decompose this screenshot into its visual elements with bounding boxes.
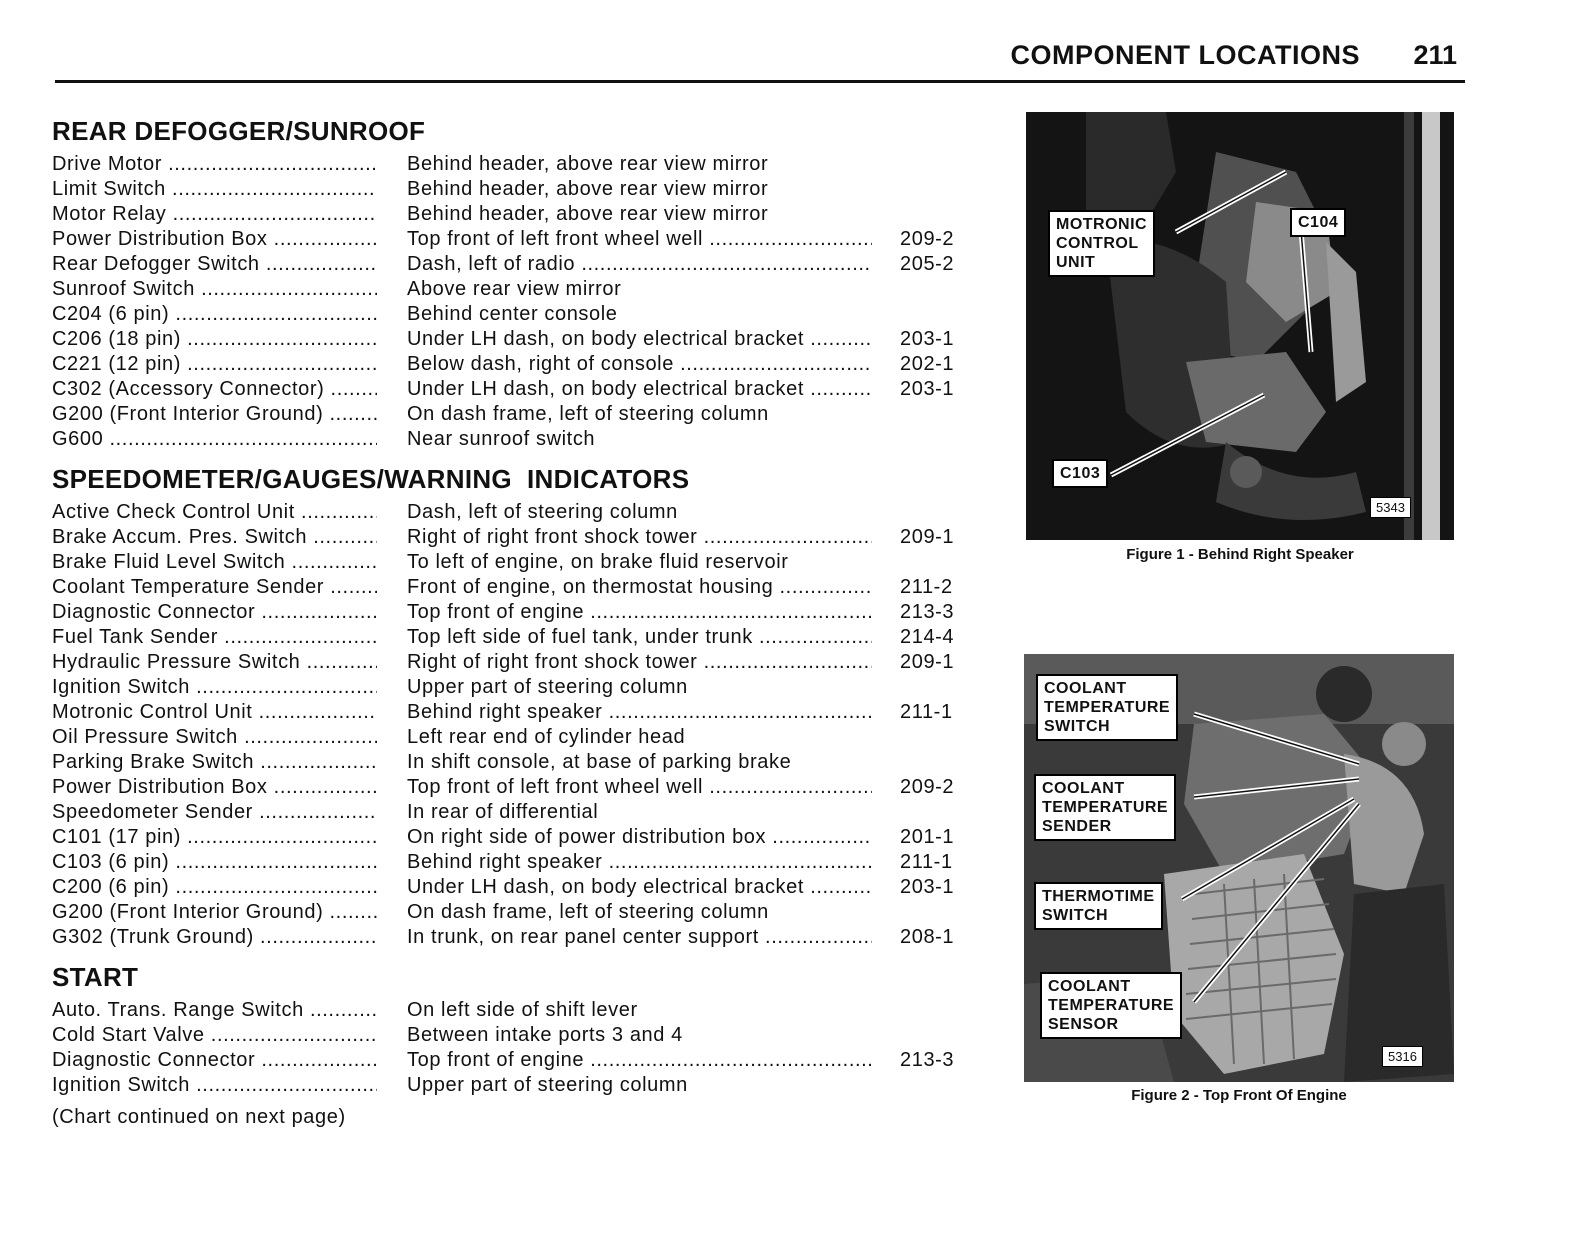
section-rows <box>52 998 992 1098</box>
component-name: C221 (12 pin) ..... <box>52 352 377 377</box>
component-name: Diagnostic Connector ..... <box>52 1048 377 1073</box>
component-name: Drive Motor ..... <box>52 152 377 177</box>
callout-c104: C104 <box>1290 208 1346 237</box>
component-location: Behind header, above rear view mirror <box>407 153 769 175</box>
table-row <box>52 1073 992 1098</box>
table-row <box>52 525 992 550</box>
callout-coolant-temperature-sensor: COOLANT TEMPERATURE SENSOR <box>1040 972 1182 1039</box>
component-name: C103 (6 pin) ..... <box>52 850 377 875</box>
section-title: REAR DEFOGGER/SUNROOF <box>52 116 426 146</box>
component-name: Auto. Trans. Range Switch ..... <box>52 998 377 1023</box>
component-location: Under LH dash, on body electrical bracket ..... <box>407 875 872 900</box>
component-location: Left rear end of cylinder head <box>407 726 686 748</box>
component-name: C200 (6 pin) ..... <box>52 875 377 900</box>
component-location: Behind right speaker ..... <box>407 700 872 725</box>
component-location: Top front of left front wheel well ..... <box>407 227 872 252</box>
figure-2-caption: Figure 2 - Top Front Of Engine <box>1131 1087 1347 1104</box>
table-row <box>52 600 992 625</box>
table-row <box>52 998 992 1023</box>
component-name: Ignition Switch ..... <box>52 1073 377 1098</box>
table-row <box>52 352 992 377</box>
figure-reference: 213-3 <box>900 1049 955 1071</box>
figure-reference: 203-1 <box>900 876 955 898</box>
component-location: On right side of power distribution box ..... <box>407 825 872 850</box>
callout-motronic-control-unit: MOTRONIC CONTROL UNIT <box>1048 210 1155 277</box>
figure-reference: 202-1 <box>900 353 955 375</box>
table-row <box>52 1048 992 1073</box>
table-row <box>52 850 992 875</box>
figure-reference: 213-3 <box>900 601 955 623</box>
component-location: Upper part of steering column <box>407 1074 688 1096</box>
callout-c103: C103 <box>1052 459 1108 488</box>
component-name: Motronic Control Unit ..... <box>52 700 377 725</box>
component-name: Limit Switch ..... <box>52 177 377 202</box>
component-location: In shift console, at base of parking brake <box>407 751 792 773</box>
figure-reference: 211-1 <box>900 851 953 873</box>
section-rows <box>52 152 992 452</box>
component-name: Power Distribution Box ..... <box>52 227 377 252</box>
figure-reference: 211-2 <box>900 576 953 598</box>
component-name: Cold Start Valve ..... <box>52 1023 377 1048</box>
figure-reference: 211-1 <box>900 701 953 723</box>
section-rows <box>52 500 992 950</box>
component-location: Above rear view mirror <box>407 278 622 300</box>
component-location: Below dash, right of console ..... <box>407 352 872 377</box>
component-name: Rear Defogger Switch ..... <box>52 252 377 277</box>
table-row <box>52 277 992 302</box>
callout-coolant-temperature-sender: COOLANT TEMPERATURE SENDER <box>1034 774 1176 841</box>
table-row <box>52 252 992 277</box>
component-name: Coolant Temperature Sender ..... <box>52 575 377 600</box>
component-location: Upper part of steering column <box>407 676 688 698</box>
component-location: Under LH dash, on body electrical bracket ..... <box>407 377 872 402</box>
table-row <box>52 575 992 600</box>
table-row <box>52 750 992 775</box>
component-name: Power Distribution Box ..... <box>52 775 377 800</box>
component-location: Top front of left front wheel well ..... <box>407 775 872 800</box>
component-location: Dash, left of radio ..... <box>407 252 872 277</box>
table-row <box>52 152 992 177</box>
component-location: On left side of shift lever <box>407 999 638 1021</box>
table-row <box>52 427 992 452</box>
component-location: In rear of differential <box>407 801 599 823</box>
table-row <box>52 1023 992 1048</box>
table-row <box>52 227 992 252</box>
callout-coolant-temperature-switch: COOLANT TEMPERATURE SWITCH <box>1036 674 1178 741</box>
component-location: Between intake ports 3 and 4 <box>407 1024 683 1046</box>
component-location: Behind center console <box>407 303 618 325</box>
component-name: G200 (Front Interior Ground) ..... <box>52 900 377 925</box>
component-location: To left of engine, on brake fluid reservoir <box>407 551 789 573</box>
component-location: Near sunroof switch <box>407 428 596 450</box>
table-row <box>52 725 992 750</box>
page-header <box>55 40 1465 83</box>
component-location: Dash, left of steering column <box>407 501 678 523</box>
component-name: Motor Relay ..... <box>52 202 377 227</box>
component-name: Active Check Control Unit ..... <box>52 500 377 525</box>
component-location: Top front of engine ..... <box>407 1048 872 1073</box>
table-row <box>52 302 992 327</box>
figure-reference: 203-1 <box>900 378 955 400</box>
figure-reference: 208-1 <box>900 926 955 948</box>
component-name: Ignition Switch ..... <box>52 675 377 700</box>
component-location: Behind header, above rear view mirror <box>407 178 769 200</box>
figure-reference: 205-2 <box>900 253 955 275</box>
table-row <box>52 202 992 227</box>
figure-reference: 209-2 <box>900 228 955 250</box>
figure-1-image-number: 5343 <box>1370 497 1411 518</box>
component-name: C302 (Accessory Connector) ..... <box>52 377 377 402</box>
table-row <box>52 900 992 925</box>
table-row <box>52 800 992 825</box>
figure-reference: 201-1 <box>900 826 955 848</box>
component-name: C206 (18 pin) ..... <box>52 327 377 352</box>
table-row <box>52 825 992 850</box>
component-location: On dash frame, left of steering column <box>407 901 769 923</box>
figure-2-image-number: 5316 <box>1382 1046 1423 1067</box>
table-row <box>52 700 992 725</box>
component-name: Fuel Tank Sender ..... <box>52 625 377 650</box>
figure-reference: 214-4 <box>900 626 955 648</box>
table-row <box>52 177 992 202</box>
page-title: COMPONENT LOCATIONS <box>1010 40 1360 70</box>
component-location: Under LH dash, on body electrical bracket ..... <box>407 327 872 352</box>
component-table <box>52 110 992 1129</box>
table-row <box>52 327 992 352</box>
component-name: G200 (Front Interior Ground) ..... <box>52 402 377 427</box>
figure-reference: 209-1 <box>900 651 955 673</box>
component-location: Top front of engine ..... <box>407 600 872 625</box>
component-location: Behind header, above rear view mirror <box>407 203 769 225</box>
component-name: G600 ..... <box>52 427 377 452</box>
component-name: Diagnostic Connector ..... <box>52 600 377 625</box>
table-row <box>52 775 992 800</box>
table-row <box>52 650 992 675</box>
continued-note: (Chart continued on next page) <box>52 1106 346 1128</box>
component-location: Right of right front shock tower ..... <box>407 650 872 675</box>
component-location: Top left side of fuel tank, under trunk ..... <box>407 625 872 650</box>
figure-reference: 209-1 <box>900 526 955 548</box>
table-row <box>52 675 992 700</box>
component-name: Brake Accum. Pres. Switch ..... <box>52 525 377 550</box>
section-title: START <box>52 962 139 992</box>
figure-reference: 203-1 <box>900 328 955 350</box>
component-name: C101 (17 pin) ..... <box>52 825 377 850</box>
component-name: Hydraulic Pressure Switch ..... <box>52 650 377 675</box>
component-location: In trunk, on rear panel center support ..... <box>407 925 872 950</box>
table-row <box>52 550 992 575</box>
figure-reference: 209-2 <box>900 776 955 798</box>
section-title: SPEEDOMETER/GAUGES/WARNING INDICATORS <box>52 464 690 494</box>
component-name: Parking Brake Switch ..... <box>52 750 377 775</box>
component-name: G302 (Trunk Ground) ..... <box>52 925 377 950</box>
callout-thermotime-switch: THERMOTIME SWITCH <box>1034 882 1163 930</box>
figure-1-photo <box>1026 112 1454 540</box>
page-number: 211 <box>1413 40 1457 70</box>
table-row <box>52 377 992 402</box>
component-location: Behind right speaker ..... <box>407 850 872 875</box>
table-row <box>52 925 992 950</box>
component-name: Sunroof Switch ..... <box>52 277 377 302</box>
table-row <box>52 402 992 427</box>
table-row <box>52 500 992 525</box>
figure-1-caption: Figure 1 - Behind Right Speaker <box>1126 546 1354 563</box>
component-location: On dash frame, left of steering column <box>407 403 769 425</box>
component-location: Front of engine, on thermostat housing ..... <box>407 575 872 600</box>
component-name: Brake Fluid Level Switch ..... <box>52 550 377 575</box>
table-row <box>52 875 992 900</box>
component-name: Oil Pressure Switch ..... <box>52 725 377 750</box>
component-name: C204 (6 pin) ..... <box>52 302 377 327</box>
figure-2-photo <box>1024 654 1454 1082</box>
component-location: Right of right front shock tower ..... <box>407 525 872 550</box>
component-name: Speedometer Sender ..... <box>52 800 377 825</box>
table-row <box>52 625 992 650</box>
